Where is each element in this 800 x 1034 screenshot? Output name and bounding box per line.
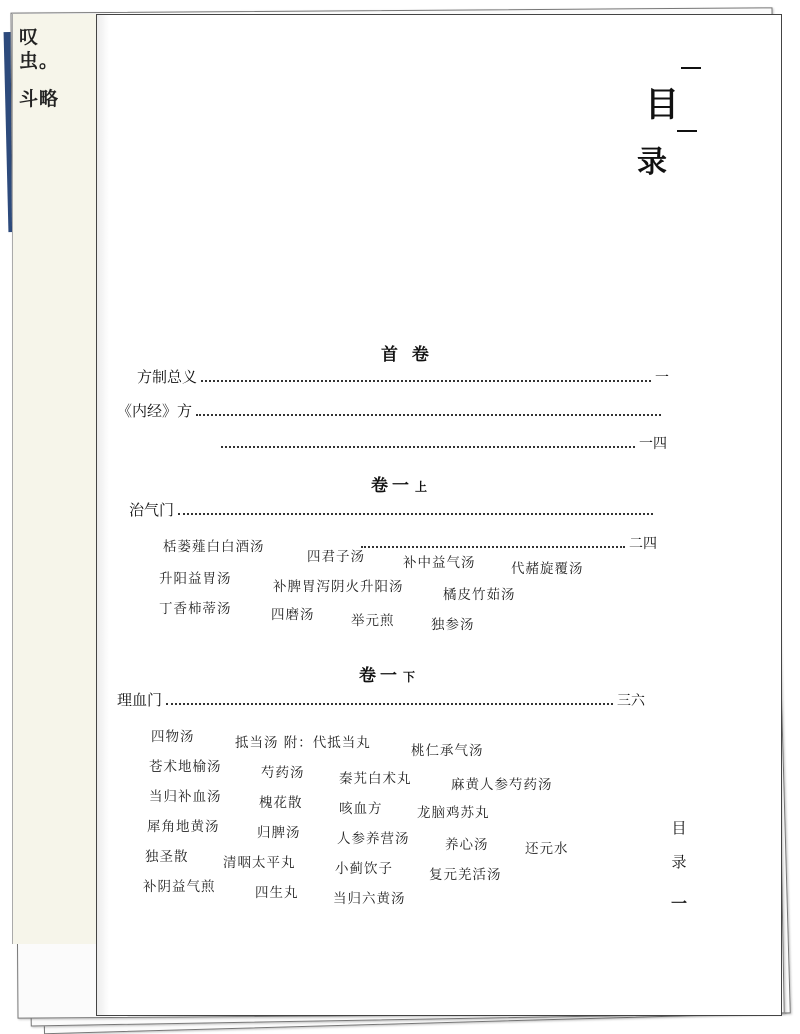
- formula-item: 栝蒌薤白白酒汤: [163, 539, 265, 555]
- left-page-fragment: [12, 14, 105, 944]
- toc-entry[interactable]: [137, 366, 669, 387]
- formula-item: 当归六黄汤: [333, 891, 406, 907]
- toc-page: [96, 14, 782, 1016]
- formula-item: 四君子汤: [307, 549, 365, 565]
- dot-leader: [201, 380, 651, 382]
- formula-item: 秦艽白术丸: [339, 771, 412, 787]
- formula-item: 代赭旋覆汤: [511, 561, 584, 577]
- formula-item: 咳血方: [339, 801, 383, 817]
- toc-entry-page: 一四: [639, 436, 667, 452]
- formula-item: 人参养营汤: [337, 831, 410, 847]
- formula-item: 四生丸: [255, 885, 299, 901]
- formula-item: 归脾汤: [257, 825, 301, 841]
- formula-item: 桃仁承气汤: [411, 743, 484, 759]
- formula-item: 麻黄人参芍药汤: [451, 777, 553, 793]
- footer-char: 录: [671, 853, 687, 871]
- toc-entry-page: 二四: [629, 536, 657, 552]
- dot-leader: [178, 513, 653, 515]
- section-heading-juan1-shang: [371, 471, 427, 496]
- formula-item: 橘皮竹茹汤: [443, 587, 516, 603]
- formula-item: 复元羌活汤: [429, 867, 502, 883]
- toc-entry-page: 三六: [617, 693, 645, 709]
- dot-leader: [196, 414, 661, 416]
- section-heading-main: 卷一: [371, 476, 413, 496]
- formula-item: 槐花散: [259, 795, 303, 811]
- toc-entry-page: 一: [655, 370, 669, 386]
- page-gutter-shade: [97, 15, 109, 1015]
- dot-leader: [166, 703, 613, 705]
- section-heading-juan1-xia: [359, 661, 415, 686]
- page-title-char: 目: [645, 85, 679, 125]
- toc-entry-label: 方制总义: [137, 368, 198, 386]
- formula-item: 升阳益胃汤: [159, 571, 232, 587]
- toc-entry-label: 治气门: [129, 501, 175, 519]
- formula-item: 四物汤: [151, 729, 195, 745]
- formula-item: 独参汤: [431, 617, 475, 633]
- toc-entry[interactable]: [129, 499, 657, 520]
- formula-item: 清咽太平丸: [223, 855, 296, 871]
- formula-item: 补阴益气煎: [143, 879, 216, 895]
- formula-item: 芍药汤: [261, 765, 305, 781]
- dot-leader: [361, 546, 625, 548]
- formula-item: 抵当汤 附：代抵当丸: [235, 735, 371, 751]
- formula-item: 犀角地黄汤: [147, 819, 220, 835]
- formula-item: 独圣散: [145, 849, 189, 865]
- section-heading-main: 卷一: [359, 666, 401, 686]
- left-page-text: 斗略: [19, 88, 60, 110]
- formula-item: 小蓟饮子: [335, 861, 393, 877]
- formula-item: 养心汤: [445, 837, 489, 853]
- left-page-text: 叹: [19, 26, 40, 48]
- running-footer: [669, 811, 689, 879]
- page-number: 一: [670, 894, 687, 913]
- section-heading-sub: 下: [403, 670, 416, 684]
- dot-leader: [221, 446, 635, 448]
- toc-entry[interactable]: [117, 400, 665, 421]
- formula-item: 举元煎: [351, 613, 395, 629]
- section-heading-shoujuan: 首 卷: [381, 345, 433, 365]
- section-heading-sub: 上: [415, 480, 428, 494]
- toc-entry-continuation: [357, 533, 657, 553]
- formula-item: 丁香柿蒂汤: [159, 601, 232, 617]
- toc-entry-label: 理血门: [117, 691, 163, 709]
- page-title-char: 录: [637, 145, 667, 180]
- left-page-text: 虫。: [19, 50, 60, 72]
- formula-item: 补脾胃泻阴火升阳汤: [273, 579, 404, 595]
- formula-item: 补中益气汤: [403, 555, 476, 571]
- formula-item: 当归补血汤: [149, 789, 222, 805]
- footer-char: 目: [671, 819, 687, 837]
- toc-entry-continuation: [217, 433, 667, 453]
- formula-item: 四磨汤: [271, 607, 315, 623]
- toc-entry-label: 《内经》方: [117, 402, 193, 420]
- formula-item: 还元水: [525, 841, 569, 857]
- title-rule: [681, 67, 701, 69]
- formula-item: 龙脑鸡苏丸: [417, 805, 490, 821]
- formula-item: 苍术地榆汤: [149, 759, 222, 775]
- toc-entry[interactable]: [117, 689, 645, 710]
- title-rule: [677, 130, 697, 132]
